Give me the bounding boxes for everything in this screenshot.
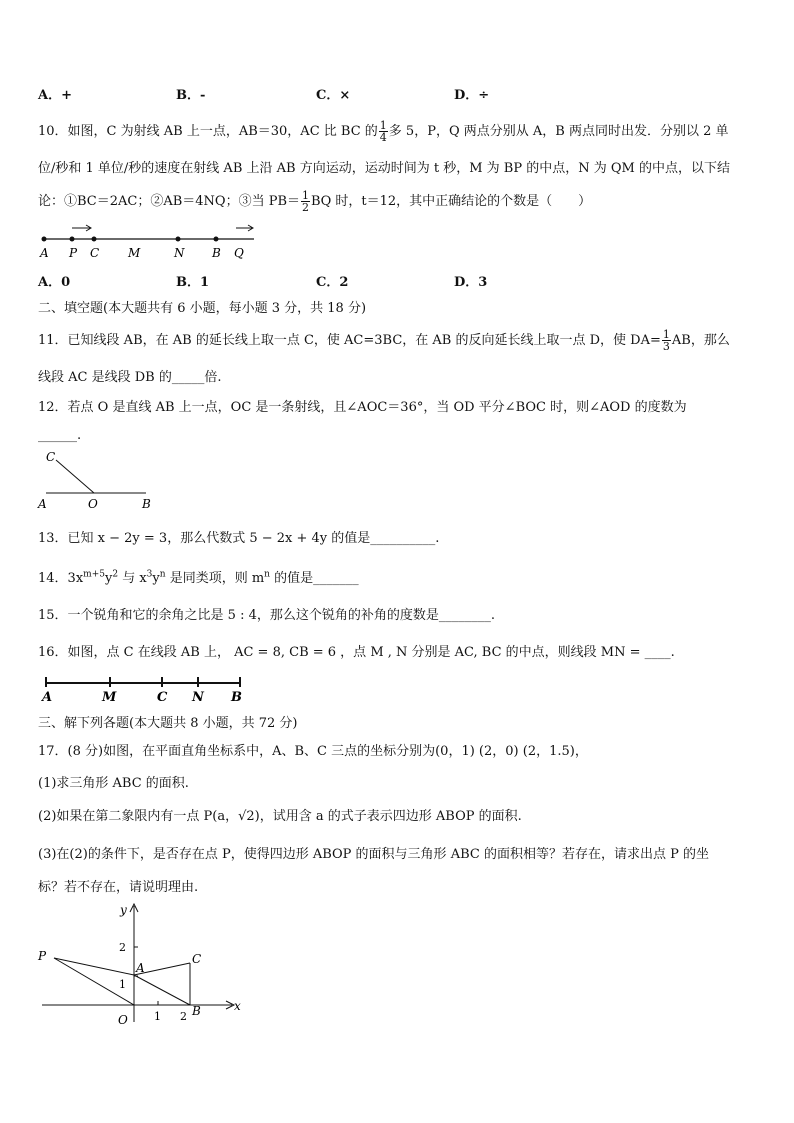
- label-x-axis: x: [234, 999, 241, 1013]
- fraction-one-half: $\frac{1}{2}$: [302, 189, 310, 214]
- q10-line2: 位/秒和 1 单位/秒的速度在射线 AB 上沿 AB 方向运动，运动时间为 t 秒，M 为 BP 的中点，N 为 QM 的中点，以下结: [38, 161, 730, 176]
- label-m: M: [102, 690, 117, 705]
- q9-option-b: B．-: [176, 88, 206, 103]
- q17-coordinate-figure: [34, 900, 249, 1032]
- q14-line: 14．$3x^{m+5}y^2$ 与 $x^3y^n$ 是同类项，则 $m^n$ 的值是_______: [38, 569, 359, 586]
- label-o: O: [88, 497, 98, 511]
- label-n: N: [174, 246, 185, 260]
- label-b: B: [192, 1004, 201, 1018]
- q10-option-a: A．0: [38, 275, 71, 290]
- q17-sub1: (1)求三角形 ABC 的面积.: [38, 776, 189, 791]
- q10-line1: 10．如图，C 为射线 AB 上一点，AB＝30，AC 比 BC 的 $\frac{1}{4}$ 多 5，P，Q 两点分别从 A，B 两点同时出发．分别以 2 单: [38, 119, 729, 144]
- label-m: M: [128, 246, 141, 260]
- label-c: C: [46, 450, 56, 464]
- label-o: O: [118, 1013, 128, 1027]
- label-a: A: [42, 690, 53, 705]
- label-y-2: 2: [119, 941, 126, 954]
- label-p: P: [69, 246, 78, 260]
- label-n: N: [192, 690, 204, 705]
- fraction-one-quarter: $\frac{1}{4}$: [379, 119, 387, 144]
- q17-line1: 17．(8 分)如图，在平面直角坐标系中，A、B、C 三点的坐标分别为(0，1) (2，0) (2，1.5)，: [38, 744, 588, 759]
- q12-line1: 12．若点 O 是直线 AB 上一点，OC 是一条射线，且∠AOC＝36°，当 OD 平分∠BOC 时，则∠AOD 的度数为: [38, 400, 687, 415]
- label-q: Q: [234, 246, 244, 260]
- label-b: B: [212, 246, 221, 260]
- q11-line1: 11．已知线段 AB，在 AB 的延长线上取一点 C，使 AC=3BC，在 AB 的反向延长线上取一点 D，使 DA= $\frac{1}{3}$ AB，那么: [38, 328, 730, 353]
- q12-angle-figure: [36, 448, 166, 513]
- q10-line3: 论：①BC＝2AC；②AB＝4NQ；③当 PB＝ $\frac{1}{2}$ BQ 时，t＝12，其中正确结论的个数是（ ）: [38, 189, 592, 214]
- fraction-one-third: $\frac{1}{3}$: [662, 328, 670, 353]
- label-c: C: [157, 690, 168, 705]
- label-a: A: [40, 246, 49, 260]
- q16-segment-figure: [40, 673, 250, 705]
- q12-line2: ______.: [38, 428, 82, 443]
- q13-line: 13．已知 x − 2y = 3，那么代数式 5 − 2x + 4y 的值是__________.: [38, 531, 440, 546]
- label-y-1: 1: [119, 978, 126, 991]
- q10-option-b: B．1: [176, 275, 210, 290]
- label-c: C: [90, 246, 100, 260]
- label-a: A: [136, 961, 145, 975]
- label-c: C: [192, 952, 202, 966]
- q10-option-c: C．2: [316, 275, 349, 290]
- label-p: P: [38, 949, 47, 963]
- q10-option-d: D．3: [454, 275, 488, 290]
- q9-option-c: C．×: [316, 88, 351, 103]
- section-2-heading: 二、填空题(本大题共有 6 小题，每小题 3 分，共 18 分): [38, 301, 367, 316]
- label-y-axis: y: [120, 903, 127, 917]
- label-a: A: [38, 497, 47, 511]
- label-b: B: [231, 690, 242, 705]
- label-x-2: 2: [180, 1010, 187, 1023]
- label-b: B: [142, 497, 151, 511]
- q17-sub3-line1: (3)在(2)的条件下，是否存在点 P，使得四边形 ABOP 的面积与三角形 ABC 的面积相等？若存在，请求出点 P 的坐: [38, 847, 709, 862]
- label-x-1: 1: [154, 1010, 161, 1023]
- q16-line: 16．如图，点 C 在线段 AB 上， AC = 8, CB = 6 ，点 M , N 分别是 AC, BC 的中点，则线段 MN = ____.: [38, 645, 675, 660]
- q9-option-d: D．÷: [454, 88, 490, 103]
- q15-line: 15．一个锐角和它的余角之比是 5 : 4，那么这个锐角的补角的度数是________.: [38, 608, 495, 623]
- q10-ray-figure: [36, 222, 261, 262]
- section-3-heading: 三、解下列各题(本大题共 8 小题，共 72 分): [38, 716, 298, 731]
- q17-sub3-line2: 标？若不存在，请说明理由.: [38, 880, 199, 895]
- q9-option-a: A．+: [38, 88, 72, 103]
- q11-line2: 线段 AC 是线段 DB 的_____倍.: [38, 370, 222, 385]
- q17-sub2: (2)如果在第二象限内有一点 P(a，√2)，试用含 a 的式子表示四边形 ABOP 的面积.: [38, 809, 522, 824]
